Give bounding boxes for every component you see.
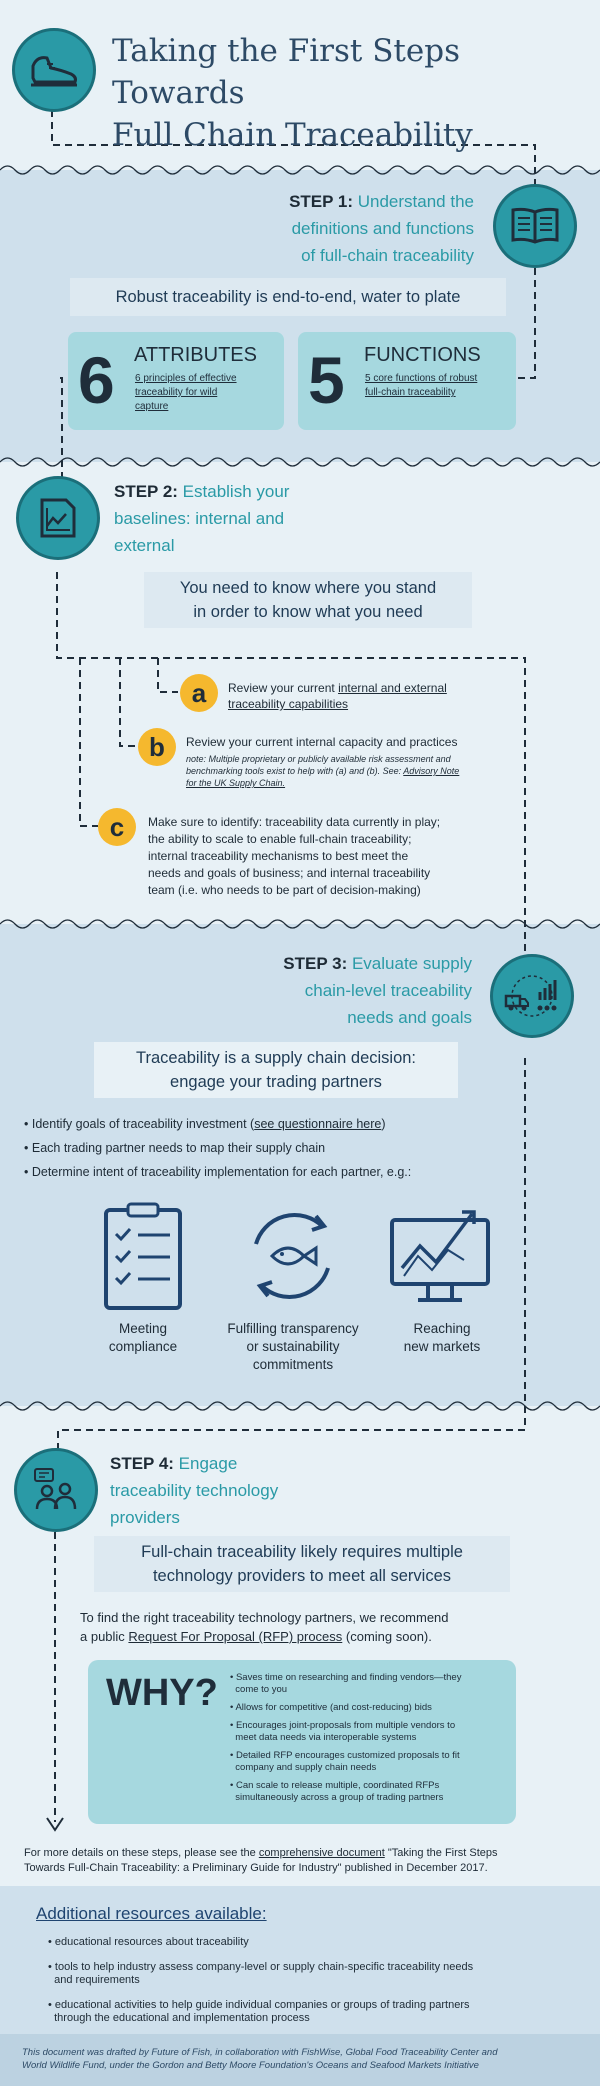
step2-heading: STEP 2: Establish your baselines: internal and external — [114, 482, 290, 555]
step3-heading: STEP 3: Evaluate supply chain-level traceability needs and goals — [283, 954, 472, 1027]
functions-link[interactable]: 5 core functions of robust full-chain traceability — [365, 373, 478, 398]
why-heading: WHY? — [106, 1672, 218, 1714]
attributes-number: 6 — [78, 343, 115, 417]
step2-item-a: Review your current internal and external traceability capabilities — [228, 681, 447, 711]
step2-banner: You need to know where you stand in order to know what you need — [144, 572, 472, 628]
attributes-link[interactable]: 6 principles of effective traceability for wild capture — [135, 373, 237, 412]
resources-list: • educational resources about traceability • tools to help industry assess company-level or supply chain-specific traceability needs and requirements • educational activities to help guide individual companies or groups of trading partners through the educational and implementation process — [48, 1936, 474, 2024]
badge-b: b — [138, 728, 176, 766]
chart-folder-icon — [36, 496, 80, 540]
rfp-intro: To find the right traceability technology partners, we recommend a public Request For Proposal (RFP) process (coming soon). — [80, 1610, 449, 1644]
step1-banner: Robust traceability is end-to-end, water to plate — [70, 278, 506, 316]
advisory-note-link[interactable]: Advisory Note for the UK Supply Chain. — [186, 766, 460, 788]
step4-banner: Full-chain traceability likely requires multiple technology providers to meet all services — [94, 1536, 510, 1592]
functions-title: FUNCTIONS — [364, 344, 481, 366]
step3-banner: Traceability is a supply chain decision: engage your trading partners — [94, 1042, 458, 1098]
step3-bullets: • Identify goals of traceability investment (see questionnaire here) • Each trading partner needs to map their supply chain • Determine intent of traceability implementation for each partner, e.g.: — [24, 1117, 412, 1179]
clipboard-checklist-icon — [100, 1200, 186, 1312]
step4-heading: STEP 4: Engage traceability technology providers — [110, 1454, 279, 1527]
badge-a: a — [180, 674, 218, 712]
page-title: Taking the First Steps Towards Full Chain Traceability — [112, 33, 473, 153]
functions-number: 5 — [308, 343, 345, 417]
questionnaire-link[interactable]: see questionnaire here — [254, 1117, 382, 1131]
why-reasons: • Saves time on researching and finding vendors—they come to you • Allows for competitive (and cost-reducing) bids • Encourages joint-proposals from multiple vendors to meet data needs via interoperable systems • Detailed RFP encourages customized proposals to fit company and supply chain needs • Can scale to release multiple, coordinated RFPs simultaneously across a group of trading partners — [230, 1672, 462, 1803]
step2-item-c: Make sure to identify: traceability data currently in play; the ability to scale to enable full-chain traceability; internal traceability mechanisms to best meet the needs and goals of business; and internal traceability team (i.e. who needs to be part of decision-making) — [148, 815, 441, 897]
attributes-card — [68, 332, 284, 430]
supply-chain-circle — [490, 954, 574, 1038]
providers-circle — [14, 1448, 98, 1532]
attributes-title: ATTRIBUTES — [134, 344, 257, 366]
fish-cycle-icon — [242, 1204, 342, 1308]
book-circle — [493, 184, 577, 268]
icon-caption-markets: Reaching new markets — [403, 1321, 481, 1354]
badge-c: c — [98, 808, 136, 846]
rfp-process-link[interactable]: Request For Proposal (RFP) process — [128, 1629, 343, 1644]
why-panel — [88, 1660, 516, 1824]
footer-credits: This document was drafted by Future of Fish, in collaboration with FishWise, Global Food Traceability Center and World Wildlife Fund, under the Gordon and Betty Moore Foundation's Oceans and Seafood Markets Initiative — [22, 2047, 498, 2071]
market-growth-monitor-icon — [388, 1206, 492, 1308]
step2-item-b: Review your current internal capacity and practices note: Multiple proprietary or publicly available risk assessment and benchmarking tools exist to help with (a) and (b). See: Advisory Note for the UK Supply Chain. — [186, 735, 460, 788]
step1-heading: STEP 1: Understand the definitions and functions of full-chain traceability — [289, 192, 474, 265]
icon-caption-transparency: Fulfilling transparency or sustainability commitments — [227, 1321, 359, 1372]
book-icon — [509, 206, 561, 246]
internal-external-link[interactable]: internal and external traceability capabilities — [228, 681, 447, 711]
comprehensive-document-link[interactable]: comprehensive document — [258, 1847, 385, 1859]
resources-title: Additional resources available: — [36, 1904, 267, 1923]
icon-caption-compliance: Meeting compliance — [108, 1321, 178, 1354]
shoe-circle — [12, 28, 96, 112]
sneaker-icon — [27, 50, 81, 90]
functions-card — [298, 332, 516, 430]
people-chat-icon — [31, 1467, 81, 1513]
truck-growth-icon — [502, 974, 562, 1018]
details-note: For more details on these steps, please see the comprehensive document "Taking the First Steps Towards Full-Chain Traceability: a Preliminary Guide for Industry" published in December 2017. — [24, 1847, 498, 1874]
baseline-circle — [16, 476, 100, 560]
